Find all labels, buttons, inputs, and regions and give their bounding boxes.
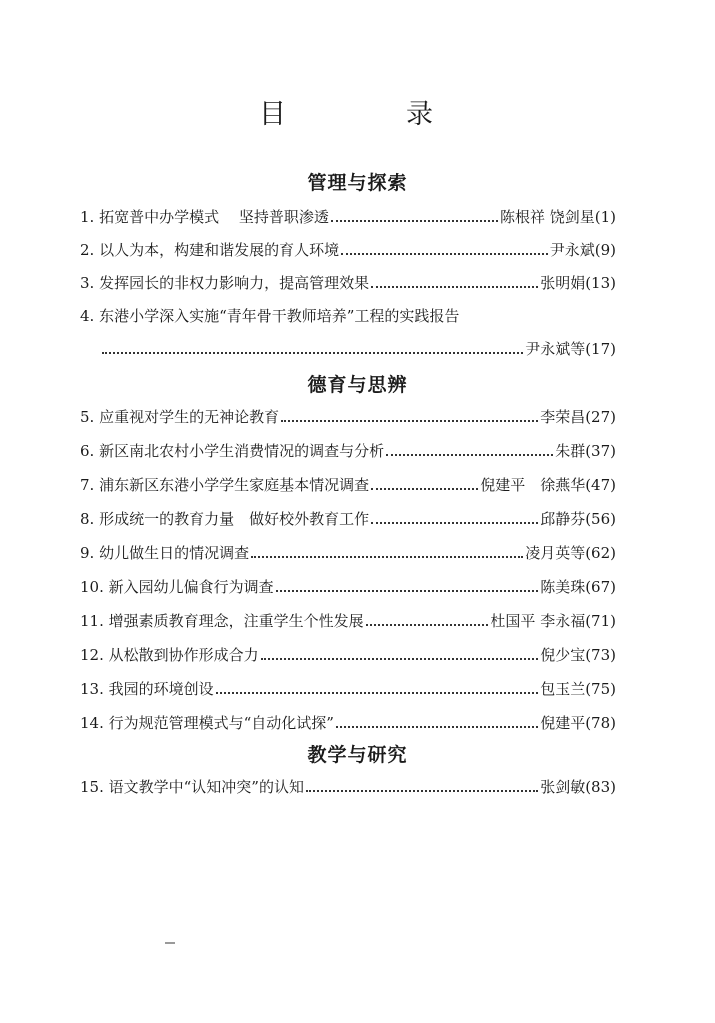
entry-page: (1) [594,208,616,226]
dot-leader [261,658,539,660]
toc-entry[interactable] [80,539,616,563]
entry-title: 7. 浦东新区东港小学学生家庭基本情况调查 [80,476,370,494]
dot-leader [386,454,553,456]
entry-title: 13. 我园的环境创设 [80,680,214,698]
title-char-1: 目 [259,99,286,130]
entry-title: 12. 从松散到协作形成合力 [80,646,259,664]
toc-entry[interactable] [80,471,616,495]
title-char-2: 录 [406,99,433,130]
entry-page: (62) [585,544,616,562]
entry-author: 陈根祥 饶剑星 [499,208,595,226]
dot-leader [336,726,538,728]
dot-leader [102,352,523,354]
entry-author: 张明娟 [540,274,586,292]
toc-entry-line1[interactable] [80,302,616,326]
entry-page: (9) [594,241,616,259]
entry-author: 李荣昌 [540,408,586,426]
entry-page: (78) [585,714,616,732]
entry-page: (17) [585,340,616,358]
toc-entry[interactable] [80,641,616,665]
entry-title: 4. 东港小学深入实施“青年骨干教师培养”工程的实践报告 [80,307,460,325]
entry-title: 15. 语文教学中“认知冲突”的认知 [80,778,304,796]
scan-mark [165,942,175,944]
toc-entry[interactable] [80,505,616,529]
dot-leader [281,420,538,422]
entry-title: 5. 应重视对学生的无神论教育 [80,408,280,426]
entry-author: 邱静芬 [540,510,586,528]
toc-entry[interactable] [80,709,616,733]
entry-title: 2. 以人为本，构建和谐发展的育人环境 [80,241,340,259]
toc-entry[interactable] [80,675,616,699]
entry-author: 杜国平 李永福 [490,612,586,630]
entry-title: 8. 形成统一的教育力量 做好校外教育工作 [80,510,370,528]
section-heading-teaching: 教学与研究 [307,744,408,766]
entry-title: 9. 幼儿做生日的情况调查 [80,544,250,562]
toc-entry-line2[interactable] [100,335,616,359]
entry-author: 凌月英等 [525,544,586,562]
entry-title: 11. 增强素质教育理念，注重学生个性发展 [80,612,364,630]
entry-author: 倪建平 徐燕华 [480,476,586,494]
dot-leader [371,488,478,490]
dot-leader [216,692,539,694]
toc-entry[interactable] [80,403,616,427]
section-heading-moral: 德育与思辨 [307,374,408,396]
toc-entry[interactable] [80,437,616,461]
dot-leader [366,624,489,626]
entry-author: 陈美珠 [540,578,586,596]
dot-leader [371,522,538,524]
toc-entry[interactable] [80,269,616,293]
entry-author: 包玉兰 [540,680,586,698]
entry-page: (71) [585,612,616,630]
entry-page: (73) [585,646,616,664]
toc-entry[interactable] [80,236,616,260]
entry-author: 倪建平 [540,714,586,732]
toc-entry[interactable] [80,607,616,631]
dot-leader [306,790,538,792]
entry-title: 3. 发挥园长的非权力影响力，提高管理效果 [80,274,370,292]
toc-entry[interactable] [80,203,616,227]
entry-page: (37) [585,442,616,460]
entry-page: (13) [585,274,616,292]
entry-page: (75) [585,680,616,698]
toc-entry[interactable] [80,773,616,797]
toc-entry[interactable] [80,573,616,597]
entry-title: 6. 新区南北农村小学生消费情况的调查与分析 [80,442,385,460]
dot-leader [276,590,539,592]
entry-page: (56) [585,510,616,528]
entry-page: (67) [585,578,616,596]
dot-leader [251,556,523,558]
entry-author: 倪少宝 [540,646,586,664]
entry-page: (27) [585,408,616,426]
dot-leader [371,286,538,288]
entry-title: 1. 拓宽普中办学模式 坚持普职渗透 [80,208,329,226]
entry-author: 尹永斌等 [525,340,586,358]
entry-title: 14. 行为规范管理模式与“自动化试探” [80,714,334,732]
entry-author: 朱群 [555,442,586,460]
section-heading-management: 管理与探索 [307,172,408,194]
entry-page: (83) [585,778,616,796]
entry-author: 张剑敏 [540,778,586,796]
entry-title: 10. 新入园幼儿偏食行为调查 [80,578,274,596]
dot-leader [341,253,548,255]
dot-leader [331,220,498,222]
entry-page: (47) [585,476,616,494]
entry-author: 尹永斌 [549,241,595,259]
